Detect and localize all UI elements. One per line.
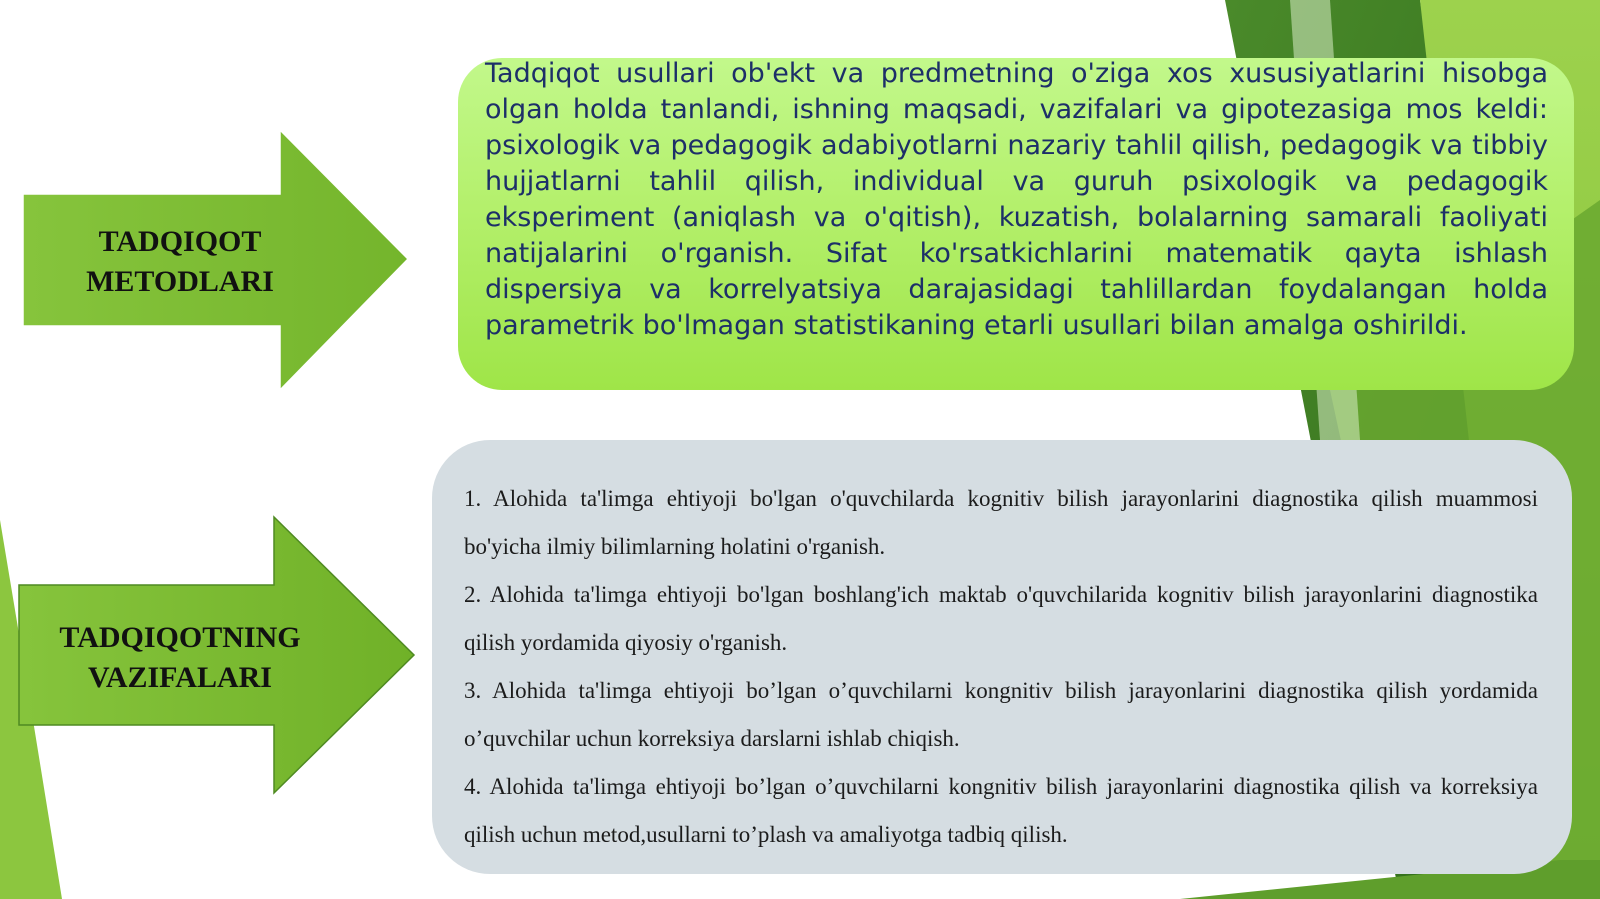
methods-text: Tadqiqot usullari ob'ekt va predmetning o'ziga xos xususiyatlarini hisobga olgan holda tanlandi, ishning maqsadi, vazifalari va gipotezasiga mos keldi: psixologik va pedagogik adabiyotlarni nazariy tahlil qilish, pedagogik va tibbiy hujjatlarni tahlil qilish, individual va guruh psixologik va pedagogik eksperiment (aniqlash va o'qitish), kuzatish, bolalarning samarali faoliyati natijalarini o'rganish. Sifat ko'rsatkichlarini matematik qayta ishlash dispersiya va korrelyatsiya darajasidagi tahlillardan foydalangan holda parametrik bo'lmagan statistikaning etarli usullari bilan amalga oshirildi. [485,58,1548,341]
tasks-arrow-label [30,618,330,698]
task-item-2: 2. Alohida ta'limga ehtiyoji bo'lgan boshlang'ich maktab o'quvchilarida kognitiv bilish jarayonlarini diagnostika qilish yordamida qiyosiy o'rganish. [464,582,1538,655]
task-item-1: 1. Alohida ta'limga ehtiyoji bo'lgan o'quvchilarda kognitiv bilish jarayonlarini diagnostika qilish muammosi bo'yicha ilmiy bilimlarning holatini o'rganish. [464,486,1538,559]
methods-label-line1: TADQIQOT [98,225,262,258]
tasks-label-line2: VAZIFALARI [88,661,272,694]
task-item-3: 3. Alohida ta'limga ehtiyoji bo’lgan o’quvchilarni kongnitiv bilish jarayonlarini diagnostika qilish yordamida o’quvchilar uchun korreksiya darslarni ishlab chiqish. [464,678,1538,751]
task-item-4: 4. Alohida ta'limga ehtiyoji bo’lgan o’quvchilarni kongnitiv bilish jarayonlarini diagnostika qilish va korreksiya qilish uchun metod,usullarni to’plash va amaliyotga tadbiq qilish. [464,774,1538,847]
tasks-list [464,475,1538,859]
methods-arrow-label [40,222,320,302]
methods-label-line2: METODLARI [86,265,274,298]
tasks-label-line1: TADQIQOTNING [59,621,301,654]
